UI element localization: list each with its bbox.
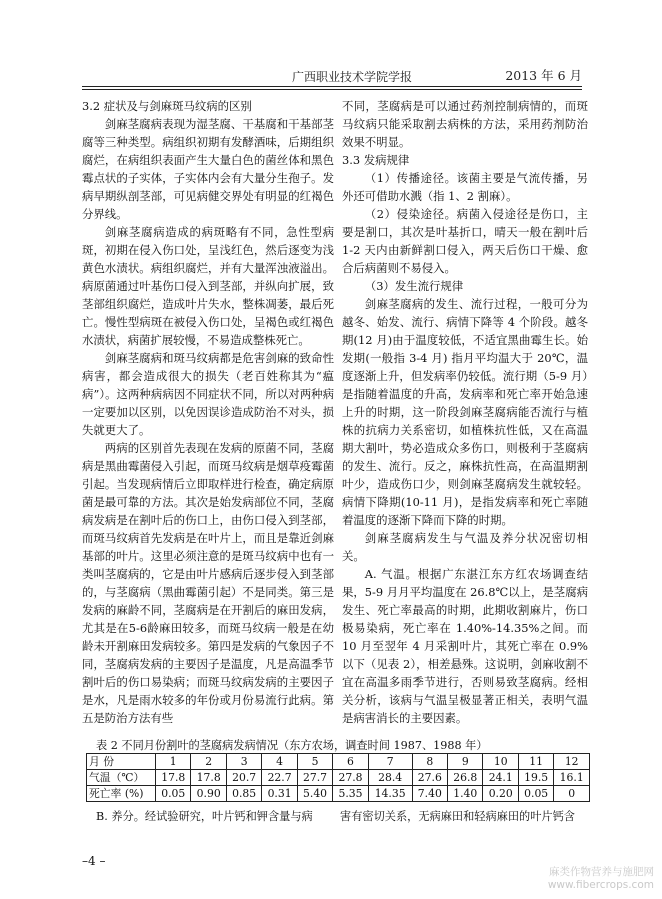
paragraph-epidemic-process: 剑麻茎腐病的发生、流行过程，一般可分为越冬、始发、流行、病情下降等 4 个阶段。越冬期(12 月)由于温度较低，不适宜黑曲霉生长。始发期(一般指 3-4 月) 指月平均温大于 20℃，温度逐渐上升，但发病率仍较低。流行期（5-9 月）是指随着温度的升高，发病率和死亡率开始急速上升的时期，这一阶段剑麻茎腐病能否流行与植株的抗病力关系密切，如植株抗性低，又在高温期大割叶，势必造成众多伤口，则极利于茎腐病的发生、流行。反之，麻株抗性高，在高温期割叶少，造成伤口少，则剑麻茎腐病发生就较轻。病情下降期(10-11 月)，是指发病率和死亡率随着温度的逐渐下降而下降的时期。 [342, 297, 588, 527]
left-column [82, 97, 334, 727]
month-cell: 2 [191, 754, 226, 770]
mortality-cell: 0 [554, 786, 590, 802]
table-row-temperature [87, 770, 590, 786]
row-label-temperature: 气温（℃） [87, 770, 156, 786]
section-heading-3-2: 3.2 症状及与剑麻斑马纹病的区别 [82, 99, 252, 113]
paragraph-nutrients-continue: 害有密切关系，无病麻田和轻病麻田的叶片钙含 [340, 810, 575, 823]
paragraph-symptom-types: 剑麻茎腐病表现为湿茎腐、干基腐和干基部茎腐等三种类型。病组织初期有发酵酒味，后期组织腐烂，在病组织表面产生大量白色的菌丝体和黑色霉点状的子实体，子实体内会有大量分生孢子。发病早期纵剖茎部，可见病健交界处有明显的红褐色分界线。 [82, 117, 334, 221]
monthly-disease-table [86, 753, 590, 802]
temperature-cell: 19.5 [518, 770, 553, 786]
temperature-cell: 27.6 [412, 770, 447, 786]
mortality-cell: 0.20 [483, 786, 518, 802]
temperature-cell: 16.1 [554, 770, 590, 786]
paragraph-differences: 两病的区别首先表现在发病的原菌不同，茎腐病是黑曲霉菌侵入引起，而斑马纹病是烟草疫霉菌引起。当发现病情后立即取样进行检查，确定病原菌是最可靠的方法。其次是始发病部位不同，茎腐病发病是在割叶后的伤口上，由伤口侵入到茎部，而斑马纹病首先发病是在叶片上，而且是靠近剑麻基部的叶片。这里必须注意的是斑马纹病中也有一类叫茎腐病的，它是由叶片感病后逐步侵入到茎部的，与茎腐病（黑曲霉菌引起）不是同类。第三是发病的麻龄不同，茎腐病是在开割后的麻田发病，尤其是在5-6龄麻田较多，而斑马纹病一般是在幼龄未开割麻田发病较多。第四是发病的气象因子不同，茎腐病发病的主要因子是温度，凡是高温季节割叶后的伤口易染病；而斑马纹病发病的主要因子是水，凡是雨水较多的年份或月份易流行此病。第五是防治方法有些 [82, 441, 334, 725]
mortality-cell: 0.90 [191, 786, 226, 802]
temperature-cell: 27.7 [297, 770, 332, 786]
mortality-cell: 5.40 [297, 786, 332, 802]
paragraph-infection-route: （2）侵染途径。病菌入侵途径是伤口，主要是割口，其次是叶基折口，晴天一般在割叶后 1-2 天内由新鲜割口侵入，两天后伤口干燥、愈合后病菌则不易侵入。 [342, 207, 588, 275]
page-header [82, 66, 582, 84]
temperature-cell: 27.8 [333, 770, 368, 786]
mortality-cell: 0.85 [226, 786, 261, 802]
temperature-cell: 24.1 [483, 770, 518, 786]
watermark-title: 麻类作物营养与施肥网 [549, 866, 654, 878]
right-column [342, 97, 588, 727]
paragraph-transmission: （1）传播途径。该菌主要是气流传播，另外还可借助水溅（指 1、2 割麻）。 [342, 171, 588, 203]
temperature-cell: 17.8 [191, 770, 226, 786]
row-label-mortality: 死亡率 (%) [87, 786, 156, 802]
temperature-cell: 17.8 [156, 770, 191, 786]
mortality-cell: 1.40 [448, 786, 483, 802]
site-watermark [548, 866, 654, 892]
table-caption: 表 2 不同月份割叶的茎腐病发病情况（东方农场，调查时间 1987、1988 年） [96, 739, 488, 752]
month-cell: 9 [448, 754, 483, 770]
paragraph-epidemic-heading: （3）发生流行规律 [364, 279, 464, 293]
temperature-cell: 20.7 [226, 770, 261, 786]
paragraph-nutrients-start: B. 养分。经试验研究，叶片钙和钾含量与病 [96, 810, 313, 823]
mortality-cell: 0.05 [156, 786, 191, 802]
page-number: –4 – [82, 854, 106, 868]
paragraph-lesion-types: 剑麻茎腐病造成的病斑略有不同，急性型病斑，初期在侵入伤口处，呈浅红色，然后逐变为浅黄色水渍状。病组织腐烂，并有大量浑浊液溢出。病原菌通过叶基伤口侵入到茎部，并纵向扩展，致茎部组织腐烂，造成叶片失水，整株凋萎，最后死亡。慢性型病斑在被侵入伤口处，呈褐色或红褐色水渍状，病菌扩展较慢，不易造成整株死亡。 [82, 225, 334, 347]
month-cell: 10 [483, 754, 518, 770]
mortality-cell: 0.31 [262, 786, 297, 802]
temperature-cell: 26.8 [448, 770, 483, 786]
paragraph-continuation: 不同，茎腐病是可以通过药剂控制病情的，而斑马纹病只能采取割去病株的方法，采用药剂防治效果不明显。 [342, 99, 588, 149]
temperature-cell: 22.7 [262, 770, 297, 786]
paragraph-factors: 剑麻茎腐病发生与气温及养分状况密切相关。 [342, 531, 588, 563]
temperature-cell: 28.4 [368, 770, 412, 786]
month-cell: 3 [226, 754, 261, 770]
month-cell: 4 [262, 754, 297, 770]
watermark-url: www.fibercrops.com [547, 879, 654, 891]
month-cell: 5 [297, 754, 332, 770]
month-cell: 12 [554, 754, 590, 770]
table-row-month [87, 754, 590, 770]
paragraph-temperature: A. 气温。根据广东湛江东方红农场调查结果，5-9 月月平均温度在 26.8℃以上，是茎腐病发生、死亡率最高的时期，此期收割麻片，伤口极易染病，死亡率在 1.40%-14.35%之间。而 10 月至翌年 4 月采割叶片，其死亡率在 0.9%以下（见表 2），相差悬殊。这说明，剑麻收割不宜在高温多雨季节进行，否则易致茎腐病。经相关分析，该病与气温呈极显著正相关，表明气温是病害消长的主要因素。 [342, 567, 588, 725]
month-cell: 1 [156, 754, 191, 770]
header-rule-bottom [82, 89, 582, 90]
month-cell: 6 [333, 754, 368, 770]
row-label-month: 月 份 [87, 754, 156, 770]
mortality-cell: 5.35 [333, 786, 368, 802]
table-row-mortality [87, 786, 590, 802]
mortality-cell: 14.35 [368, 786, 412, 802]
month-cell: 11 [518, 754, 553, 770]
mortality-cell: 7.40 [412, 786, 447, 802]
journal-title: 广西职业技术学院学报 [292, 70, 413, 84]
section-heading-3-3: 3.3 发病规律 [342, 153, 410, 167]
month-cell: 8 [412, 754, 447, 770]
paragraph-disease-comparison: 剑麻茎腐病和斑马纹病都是危害剑麻的致命性病害，都会造成很大的损失（老百姓称其为“瘟病”）。这两种病病因不同症状不同，所以对两种病一定要加以区别，以免因误诊造成防治不对头，损失就更大了。 [82, 351, 334, 437]
header-rule-top [82, 86, 582, 87]
issue-date: 2013 年 6 月 [505, 68, 582, 83]
month-cell: 7 [368, 754, 412, 770]
mortality-cell: 0.05 [518, 786, 553, 802]
